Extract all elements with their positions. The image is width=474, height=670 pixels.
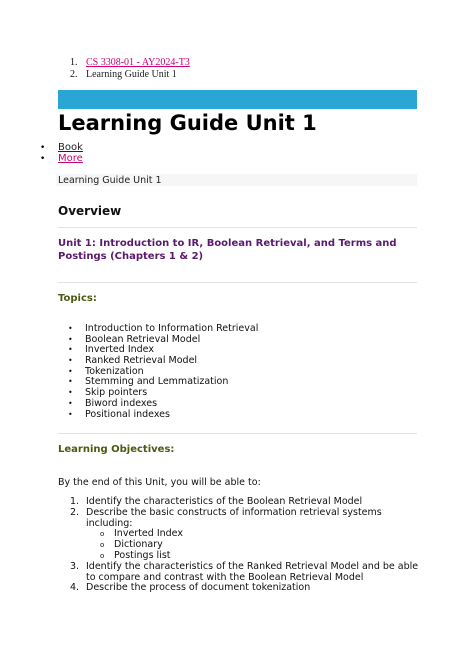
bullet: • — [68, 345, 73, 355]
topic-text: Positional indexes — [85, 408, 170, 420]
list-number: 4. — [70, 582, 80, 594]
bullet: • — [68, 366, 73, 376]
course-link[interactable]: CS 3308-01 - AY2024-T3 — [86, 57, 190, 68]
objectives-list — [70, 497, 420, 594]
topic-text: Introduction to Information Retrieval — [85, 323, 259, 334]
list-item[interactable] — [40, 142, 83, 153]
bullet: o — [100, 551, 105, 560]
list-number: 1. — [70, 57, 78, 68]
list-number: 2. — [70, 69, 78, 80]
list-item — [70, 508, 420, 562]
topic-text: Boolean Retrieval Model — [85, 333, 201, 345]
breadcrumb — [70, 57, 190, 81]
bullet: • — [40, 143, 46, 153]
unit-heading: Unit 1: Introduction to IR, Boolean Retrieval, and Terms and Postings (Chapters 1 & 2) — [58, 238, 397, 262]
objective-text: Describe the process of document tokenization — [86, 582, 311, 594]
list-number: 1. — [70, 496, 80, 507]
bullet: o — [100, 541, 105, 550]
overview-heading: Overview — [58, 204, 122, 218]
list-item — [70, 583, 420, 594]
objective-text: Describe the basic constructs of information retrieval systems including: — [86, 506, 382, 529]
bullet: • — [68, 334, 73, 344]
book-link[interactable]: Book — [58, 142, 83, 153]
topics-list — [68, 324, 258, 420]
divider — [58, 227, 417, 228]
breadcrumb-item[interactable] — [70, 57, 190, 69]
topic-text: Tokenization — [85, 365, 144, 377]
sub-list — [70, 529, 420, 561]
bullet: • — [68, 324, 73, 333]
more-link[interactable]: More — [58, 153, 83, 164]
sub-item-text: Dictionary — [114, 539, 163, 551]
bullet: o — [100, 530, 105, 539]
sub-item-text: Postings list — [114, 549, 171, 561]
header-banner — [58, 90, 417, 109]
objectives-heading: Learning Objectives: — [58, 444, 175, 455]
topics-heading: Topics: — [58, 293, 97, 304]
divider — [58, 433, 417, 434]
topic-text: Inverted Index — [85, 344, 154, 356]
objective-text: Identify the characteristics of the Boolean Retrieval Model — [86, 496, 363, 507]
page-links — [40, 142, 83, 164]
topic-text: Stemming and Lemmatization — [85, 376, 229, 388]
topic-text: Biword indexes — [85, 397, 158, 409]
page-subtitle: Learning Guide Unit 1 — [58, 175, 162, 186]
list-item — [70, 562, 420, 584]
list-item[interactable] — [40, 153, 83, 164]
list-number: 2. — [70, 506, 80, 518]
page-title: Learning Guide Unit 1 — [58, 111, 317, 135]
objectives-intro: By the end of this Unit, you will be able to: — [58, 477, 261, 488]
list-item — [68, 410, 258, 421]
topic-text: Ranked Retrieval Model — [85, 355, 198, 367]
bullet: • — [40, 154, 46, 164]
topic-text: Skip pointers — [85, 387, 148, 399]
bullet: • — [68, 377, 73, 387]
list-number: 3. — [70, 560, 80, 572]
bullet: • — [68, 388, 73, 398]
bullet: • — [68, 409, 73, 419]
bullet: • — [68, 398, 73, 408]
sub-item-text: Inverted Index — [114, 528, 183, 540]
breadcrumb-item — [70, 69, 190, 81]
divider — [58, 282, 417, 283]
breadcrumb-current: Learning Guide Unit 1 — [86, 69, 177, 80]
bullet: • — [68, 356, 73, 366]
objective-text: Identify the characteristics of the Ranked Retrieval Model and be able to compare and contrast with the Boolean Retrieval Model — [86, 560, 419, 583]
